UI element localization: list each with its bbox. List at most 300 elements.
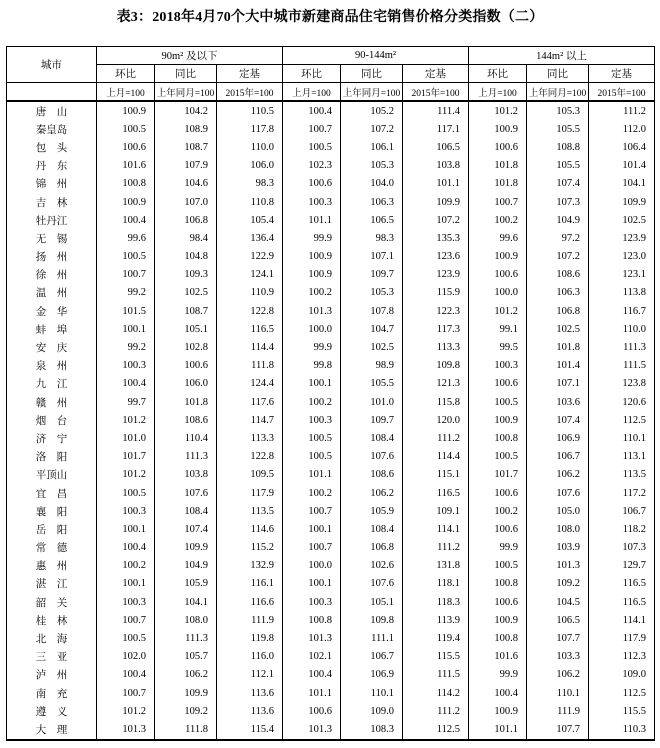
cell-medium-yoy: 107.6 <box>341 448 403 466</box>
cell-medium-mom: 101.1 <box>283 211 341 229</box>
cell-large-mom: 101.7 <box>469 466 527 484</box>
city-name: 遵 义 <box>7 702 97 720</box>
cell-medium-yoy: 106.2 <box>341 484 403 502</box>
cell-large-yoy: 101.4 <box>527 357 589 375</box>
cell-small-base: 117.8 <box>217 120 283 138</box>
cell-large-base: 117.2 <box>589 484 655 502</box>
sub-header-mom: 环比 <box>469 65 527 83</box>
cell-small-yoy: 107.6 <box>155 484 217 502</box>
cell-medium-yoy: 106.1 <box>341 138 403 156</box>
cell-large-yoy: 106.5 <box>527 611 589 629</box>
table-row <box>7 648 655 666</box>
city-name: 烟 台 <box>7 411 97 429</box>
cell-small-yoy: 105.7 <box>155 648 217 666</box>
cell-medium-mom: 100.4 <box>283 101 341 120</box>
table-row <box>7 557 655 575</box>
cell-large-mom: 100.9 <box>469 411 527 429</box>
cell-medium-yoy: 105.5 <box>341 375 403 393</box>
cell-medium-yoy: 107.2 <box>341 120 403 138</box>
table-row <box>7 429 655 447</box>
cell-large-yoy: 107.2 <box>527 248 589 266</box>
cell-medium-yoy: 107.8 <box>341 302 403 320</box>
cell-large-mom: 100.0 <box>469 284 527 302</box>
cell-large-yoy: 107.3 <box>527 193 589 211</box>
cell-large-yoy: 108.0 <box>527 520 589 538</box>
cell-medium-yoy: 106.8 <box>341 539 403 557</box>
table-row <box>7 520 655 538</box>
cell-medium-yoy: 98.3 <box>341 229 403 247</box>
cell-small-base: 112.1 <box>217 666 283 684</box>
cell-small-mom: 100.5 <box>97 120 155 138</box>
group-header-large: 144m² 以上 <box>469 47 655 65</box>
cell-small-yoy: 111.8 <box>155 720 217 739</box>
base-header-last-month: 上月=100 <box>469 83 527 102</box>
cell-small-mom: 100.1 <box>97 520 155 538</box>
cell-medium-mom: 100.6 <box>283 175 341 193</box>
cell-small-base: 110.0 <box>217 138 283 156</box>
cell-medium-mom: 100.8 <box>283 611 341 629</box>
cell-small-mom: 100.8 <box>97 175 155 193</box>
cell-medium-base: 114.4 <box>403 448 469 466</box>
cell-small-mom: 100.5 <box>97 629 155 647</box>
cell-small-base: 114.6 <box>217 520 283 538</box>
cell-medium-base: 101.1 <box>403 175 469 193</box>
cell-medium-base: 121.3 <box>403 375 469 393</box>
cell-medium-mom: 100.2 <box>283 484 341 502</box>
city-name: 徐 州 <box>7 266 97 284</box>
city-name: 襄 阳 <box>7 502 97 520</box>
cell-large-base: 106.7 <box>589 502 655 520</box>
cell-medium-base: 119.4 <box>403 629 469 647</box>
cell-large-yoy: 103.9 <box>527 539 589 557</box>
cell-medium-yoy: 109.7 <box>341 266 403 284</box>
table-row <box>7 502 655 520</box>
cell-medium-base: 123.6 <box>403 248 469 266</box>
table-row <box>7 575 655 593</box>
cell-small-yoy: 103.8 <box>155 466 217 484</box>
cell-medium-yoy: 111.1 <box>341 629 403 647</box>
cell-large-base: 115.5 <box>589 702 655 720</box>
cell-large-mom: 99.1 <box>469 320 527 338</box>
cell-large-mom: 100.5 <box>469 557 527 575</box>
cell-small-mom: 100.4 <box>97 539 155 557</box>
cell-small-yoy: 108.7 <box>155 138 217 156</box>
table-row <box>7 629 655 647</box>
cell-large-mom: 99.9 <box>469 539 527 557</box>
cell-small-base: 122.9 <box>217 248 283 266</box>
cell-medium-mom: 100.1 <box>283 375 341 393</box>
cell-medium-mom: 100.5 <box>283 429 341 447</box>
city-name: 大 理 <box>7 720 97 739</box>
table-row <box>7 611 655 629</box>
cell-medium-mom: 102.3 <box>283 157 341 175</box>
cell-medium-mom: 100.0 <box>283 557 341 575</box>
city-name: 秦皇岛 <box>7 120 97 138</box>
cell-small-yoy: 106.0 <box>155 375 217 393</box>
cell-small-base: 110.9 <box>217 284 283 302</box>
cell-medium-mom: 101.1 <box>283 684 341 702</box>
city-column-header: 城市 <box>7 47 97 83</box>
cell-large-base: 101.4 <box>589 157 655 175</box>
cell-large-mom: 100.9 <box>469 120 527 138</box>
cell-large-yoy: 107.1 <box>527 375 589 393</box>
cell-large-base: 129.7 <box>589 557 655 575</box>
cell-medium-base: 116.5 <box>403 484 469 502</box>
cell-medium-yoy: 105.9 <box>341 502 403 520</box>
city-name: 北 海 <box>7 629 97 647</box>
cell-large-base: 110.1 <box>589 429 655 447</box>
city-name: 九 江 <box>7 375 97 393</box>
cell-large-base: 117.9 <box>589 629 655 647</box>
table-row <box>7 302 655 320</box>
cell-medium-mom: 100.5 <box>283 448 341 466</box>
cell-medium-base: 112.5 <box>403 720 469 739</box>
city-name: 三 亚 <box>7 648 97 666</box>
cell-medium-mom: 100.2 <box>283 284 341 302</box>
cell-medium-yoy: 101.0 <box>341 393 403 411</box>
cell-medium-yoy: 109.8 <box>341 611 403 629</box>
cell-small-yoy: 108.9 <box>155 120 217 138</box>
table-row <box>7 375 655 393</box>
cell-medium-base: 111.4 <box>403 101 469 120</box>
cell-small-base: 116.0 <box>217 648 283 666</box>
table-row <box>7 229 655 247</box>
cell-medium-mom: 100.1 <box>283 575 341 593</box>
cell-medium-mom: 99.8 <box>283 357 341 375</box>
cell-medium-mom: 99.9 <box>283 338 341 356</box>
table-row <box>7 539 655 557</box>
cell-small-base: 117.6 <box>217 393 283 411</box>
cell-medium-mom: 100.7 <box>283 539 341 557</box>
cell-small-yoy: 111.3 <box>155 629 217 647</box>
city-name: 惠 州 <box>7 557 97 575</box>
cell-small-mom: 100.3 <box>97 502 155 520</box>
city-name: 金 华 <box>7 302 97 320</box>
cell-small-mom: 100.7 <box>97 266 155 284</box>
cell-large-yoy: 107.4 <box>527 175 589 193</box>
cell-small-mom: 100.2 <box>97 557 155 575</box>
cell-medium-base: 106.5 <box>403 138 469 156</box>
cell-medium-mom: 100.0 <box>283 320 341 338</box>
cell-small-yoy: 102.5 <box>155 284 217 302</box>
cell-medium-mom: 100.7 <box>283 120 341 138</box>
city-name: 岳 阳 <box>7 520 97 538</box>
cell-small-mom: 100.3 <box>97 357 155 375</box>
cell-large-mom: 101.2 <box>469 101 527 120</box>
cell-medium-base: 113.3 <box>403 338 469 356</box>
cell-small-mom: 100.4 <box>97 375 155 393</box>
cell-large-base: 109.9 <box>589 193 655 211</box>
cell-small-base: 115.2 <box>217 539 283 557</box>
table-row <box>7 593 655 611</box>
cell-small-base: 124.4 <box>217 375 283 393</box>
cell-large-mom: 101.8 <box>469 175 527 193</box>
cell-small-yoy: 108.4 <box>155 502 217 520</box>
page-title: 表3：2018年4月70个大中城市新建商品住宅销售价格分类指数（二） <box>116 10 544 25</box>
cell-medium-yoy: 107.6 <box>341 575 403 593</box>
cell-large-base: 118.2 <box>589 520 655 538</box>
cell-large-yoy: 108.6 <box>527 266 589 284</box>
city-name: 安 庆 <box>7 338 97 356</box>
cell-large-base: 102.5 <box>589 211 655 229</box>
cell-large-yoy: 101.8 <box>527 338 589 356</box>
cell-large-base: 112.3 <box>589 648 655 666</box>
table-row <box>7 120 655 138</box>
sub-header-mom: 环比 <box>97 65 155 83</box>
cell-small-mom: 99.7 <box>97 393 155 411</box>
cell-small-base: 106.0 <box>217 157 283 175</box>
cell-large-yoy: 107.7 <box>527 720 589 739</box>
cell-small-mom: 100.6 <box>97 138 155 156</box>
city-name: 洛 阳 <box>7 448 97 466</box>
cell-medium-base: 118.3 <box>403 593 469 611</box>
cell-medium-mom: 100.3 <box>283 411 341 429</box>
cell-medium-base: 109.8 <box>403 357 469 375</box>
cell-small-base: 114.4 <box>217 338 283 356</box>
city-name: 锦 州 <box>7 175 97 193</box>
cell-small-mom: 101.5 <box>97 302 155 320</box>
cell-medium-base: 131.8 <box>403 557 469 575</box>
cell-medium-yoy: 104.7 <box>341 320 403 338</box>
table-row <box>7 175 655 193</box>
city-name: 南 充 <box>7 684 97 702</box>
cell-small-base: 113.6 <box>217 684 283 702</box>
cell-small-mom: 100.9 <box>97 193 155 211</box>
cell-large-mom: 100.7 <box>469 193 527 211</box>
cell-large-mom: 101.1 <box>469 720 527 739</box>
cell-medium-base: 115.5 <box>403 648 469 666</box>
cell-large-yoy: 105.5 <box>527 120 589 138</box>
cell-small-mom: 99.2 <box>97 338 155 356</box>
cell-small-mom: 100.7 <box>97 684 155 702</box>
cell-large-mom: 100.8 <box>469 429 527 447</box>
cell-large-mom: 100.4 <box>469 684 527 702</box>
group-header-medium: 90-144m² <box>283 47 469 65</box>
cell-large-yoy: 104.9 <box>527 211 589 229</box>
cell-small-mom: 101.2 <box>97 411 155 429</box>
city-name: 韶 关 <box>7 593 97 611</box>
cell-medium-yoy: 104.0 <box>341 175 403 193</box>
cell-small-yoy: 107.4 <box>155 520 217 538</box>
cell-large-base: 110.0 <box>589 320 655 338</box>
base-header-last-month: 上月=100 <box>283 83 341 102</box>
cell-large-mom: 100.6 <box>469 266 527 284</box>
cell-large-mom: 100.6 <box>469 593 527 611</box>
cell-small-base: 113.5 <box>217 502 283 520</box>
table-row <box>7 138 655 156</box>
cell-small-yoy: 109.9 <box>155 684 217 702</box>
cell-medium-mom: 100.1 <box>283 520 341 538</box>
cell-small-yoy: 98.4 <box>155 229 217 247</box>
cell-large-base: 106.4 <box>589 138 655 156</box>
cell-large-yoy: 103.6 <box>527 393 589 411</box>
base-header-last-year: 上年同月=100 <box>155 83 217 102</box>
cell-medium-yoy: 105.3 <box>341 284 403 302</box>
cell-small-mom: 101.2 <box>97 702 155 720</box>
cell-medium-base: 115.1 <box>403 466 469 484</box>
base-header-last-year: 上年同月=100 <box>527 83 589 102</box>
cell-small-yoy: 104.2 <box>155 101 217 120</box>
cell-medium-mom: 100.9 <box>283 266 341 284</box>
cell-large-yoy: 107.6 <box>527 484 589 502</box>
cell-large-base: 123.0 <box>589 248 655 266</box>
cell-medium-yoy: 98.9 <box>341 357 403 375</box>
cell-large-yoy: 101.3 <box>527 557 589 575</box>
cell-small-mom: 100.5 <box>97 248 155 266</box>
cell-large-base: 114.1 <box>589 611 655 629</box>
cell-small-mom: 100.5 <box>97 484 155 502</box>
cell-large-base: 104.1 <box>589 175 655 193</box>
cell-large-yoy: 105.3 <box>527 101 589 120</box>
cell-medium-mom: 100.3 <box>283 193 341 211</box>
cell-small-mom: 101.2 <box>97 466 155 484</box>
cell-medium-base: 115.8 <box>403 393 469 411</box>
cell-small-base: 111.9 <box>217 611 283 629</box>
cell-medium-mom: 101.1 <box>283 466 341 484</box>
cell-large-mom: 99.6 <box>469 229 527 247</box>
city-name: 无 锡 <box>7 229 97 247</box>
table-row <box>7 720 655 739</box>
cell-large-yoy: 102.5 <box>527 320 589 338</box>
cell-large-mom: 100.6 <box>469 375 527 393</box>
cell-large-base: 112.0 <box>589 120 655 138</box>
cell-small-yoy: 107.0 <box>155 193 217 211</box>
cell-large-base: 116.7 <box>589 302 655 320</box>
cell-small-mom: 100.4 <box>97 211 155 229</box>
sub-header-mom: 环比 <box>283 65 341 83</box>
cell-small-mom: 100.1 <box>97 320 155 338</box>
cell-small-base: 116.6 <box>217 593 283 611</box>
cell-large-yoy: 108.8 <box>527 138 589 156</box>
cell-large-mom: 101.6 <box>469 648 527 666</box>
cell-small-base: 110.8 <box>217 193 283 211</box>
cell-small-base: 111.8 <box>217 357 283 375</box>
city-name: 牡丹江 <box>7 211 97 229</box>
base-header-2015: 2015年=100 <box>589 83 655 102</box>
table-row <box>7 248 655 266</box>
cell-medium-base: 113.9 <box>403 611 469 629</box>
city-name: 湛 江 <box>7 575 97 593</box>
base-header-last-month: 上月=100 <box>97 83 155 102</box>
cell-small-base: 110.5 <box>217 101 283 120</box>
cell-small-base: 114.7 <box>217 411 283 429</box>
cell-large-yoy: 106.3 <box>527 284 589 302</box>
cell-large-mom: 100.9 <box>469 248 527 266</box>
cell-small-yoy: 104.9 <box>155 557 217 575</box>
cell-medium-mom: 100.7 <box>283 502 341 520</box>
city-name: 济 宁 <box>7 429 97 447</box>
cell-medium-mom: 102.1 <box>283 648 341 666</box>
cell-large-yoy: 105.0 <box>527 502 589 520</box>
base-header-last-year: 上年同月=100 <box>341 83 403 102</box>
cell-small-yoy: 102.8 <box>155 338 217 356</box>
cell-medium-mom: 99.9 <box>283 229 341 247</box>
cell-medium-mom: 100.4 <box>283 666 341 684</box>
city-name: 吉 林 <box>7 193 97 211</box>
cell-medium-mom: 101.3 <box>283 302 341 320</box>
cell-small-yoy: 108.0 <box>155 611 217 629</box>
cell-large-mom: 100.2 <box>469 502 527 520</box>
cell-medium-yoy: 109.0 <box>341 702 403 720</box>
table-row <box>7 338 655 356</box>
cell-small-base: 109.5 <box>217 466 283 484</box>
cell-large-base: 123.1 <box>589 266 655 284</box>
table-header <box>7 47 655 102</box>
cell-large-base: 112.5 <box>589 684 655 702</box>
cell-small-yoy: 106.2 <box>155 666 217 684</box>
cell-large-base: 113.8 <box>589 284 655 302</box>
cell-small-base: 98.3 <box>217 175 283 193</box>
cell-large-yoy: 106.2 <box>527 666 589 684</box>
cell-large-yoy: 104.5 <box>527 593 589 611</box>
cell-small-base: 115.4 <box>217 720 283 739</box>
cell-large-mom: 100.5 <box>469 448 527 466</box>
cell-large-yoy: 107.4 <box>527 411 589 429</box>
cell-large-mom: 99.5 <box>469 338 527 356</box>
cell-medium-mom: 101.3 <box>283 629 341 647</box>
cell-medium-base: 111.2 <box>403 429 469 447</box>
cell-small-mom: 99.2 <box>97 284 155 302</box>
base-header-2015: 2015年=100 <box>217 83 283 102</box>
cell-small-mom: 100.7 <box>97 611 155 629</box>
sub-header-fixed-base: 定基 <box>403 65 469 83</box>
cell-medium-yoy: 108.6 <box>341 466 403 484</box>
cell-large-yoy: 103.3 <box>527 648 589 666</box>
city-name: 平顶山 <box>7 466 97 484</box>
group-header-small: 90m² 及以下 <box>97 47 283 65</box>
table-row <box>7 320 655 338</box>
cell-small-base: 119.8 <box>217 629 283 647</box>
table-row <box>7 684 655 702</box>
city-name: 赣 州 <box>7 393 97 411</box>
sub-header-fixed-base: 定基 <box>589 65 655 83</box>
cell-small-mom: 100.3 <box>97 593 155 611</box>
cell-small-base: 122.8 <box>217 302 283 320</box>
cell-small-mom: 101.7 <box>97 448 155 466</box>
cell-large-yoy: 97.2 <box>527 229 589 247</box>
table-row <box>7 284 655 302</box>
cell-medium-yoy: 110.1 <box>341 684 403 702</box>
cell-small-yoy: 111.3 <box>155 448 217 466</box>
sub-header-yoy: 同比 <box>527 65 589 83</box>
table-row <box>7 666 655 684</box>
city-name: 泸 州 <box>7 666 97 684</box>
cell-small-mom: 99.6 <box>97 229 155 247</box>
cell-large-base: 123.8 <box>589 375 655 393</box>
table-body <box>7 101 655 740</box>
cell-medium-base: 120.0 <box>403 411 469 429</box>
cell-large-mom: 100.6 <box>469 520 527 538</box>
cell-small-yoy: 104.1 <box>155 593 217 611</box>
cell-medium-yoy: 108.4 <box>341 520 403 538</box>
table-row <box>7 484 655 502</box>
cell-large-base: 111.3 <box>589 338 655 356</box>
cell-medium-base: 111.2 <box>403 702 469 720</box>
city-name: 扬 州 <box>7 248 97 266</box>
cell-small-mom: 101.0 <box>97 429 155 447</box>
cell-large-mom: 100.5 <box>469 393 527 411</box>
cell-large-base: 120.6 <box>589 393 655 411</box>
cell-small-yoy: 109.9 <box>155 539 217 557</box>
cell-large-mom: 100.8 <box>469 629 527 647</box>
cell-large-mom: 100.9 <box>469 611 527 629</box>
cell-large-base: 113.5 <box>589 466 655 484</box>
cell-large-mom: 101.2 <box>469 302 527 320</box>
city-name: 宜 昌 <box>7 484 97 502</box>
table-row <box>7 357 655 375</box>
cell-medium-mom: 100.2 <box>283 393 341 411</box>
city-name: 蚌 埠 <box>7 320 97 338</box>
